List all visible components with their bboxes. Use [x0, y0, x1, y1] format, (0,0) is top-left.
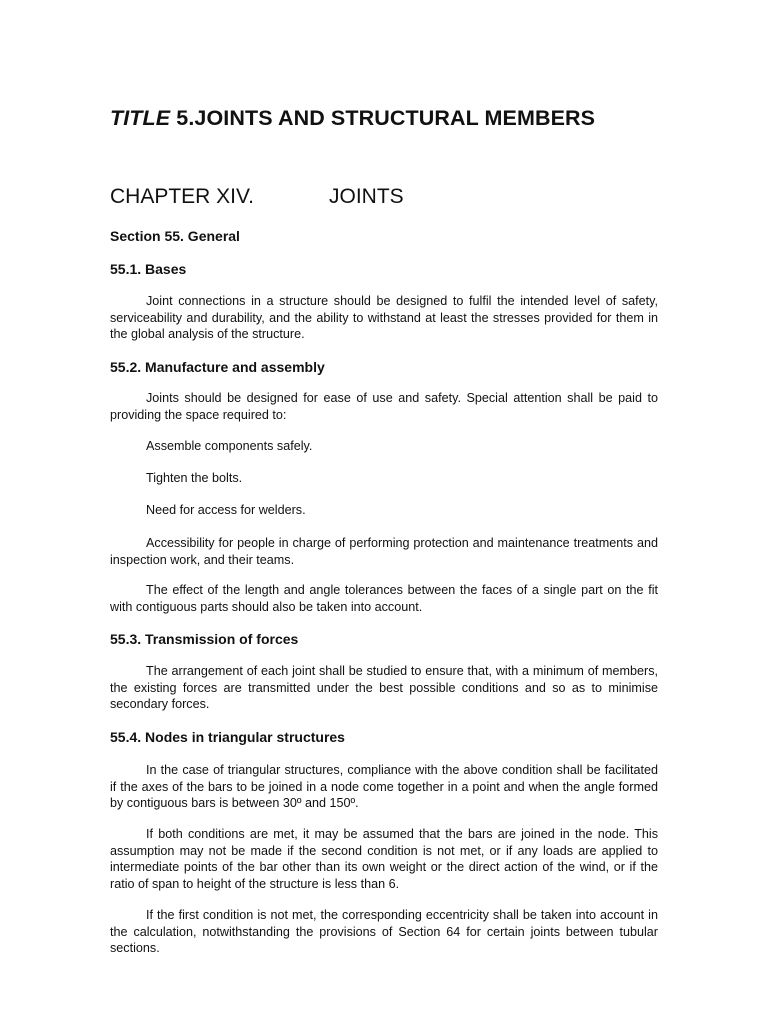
subsection-55-4-paragraph-2: If both conditions are met, it may be assumed that the bars are joined in the node. This assumption may not be made if the second condition is not met, or if any loads are applied to intermediate points of the bar other than its own weight or the direct action of the wind, or if the ratio of span to height of the structure is less than 6. — [110, 827, 658, 892]
chapter-heading — [110, 185, 404, 209]
subsection-55-4-paragraph-1: In the case of triangular structures, compliance with the above condition shall be facilitated if the axes of the bars to be joined in a node come together in a point and when the angle formed by contiguous bars is between 30º and 150º. — [110, 763, 658, 811]
subsection-55-4-paragraph-3: If the first condition is not met, the corresponding eccentricity shall be taken into account in the calculation, notwithstanding the provisions of Section 64 for certain joints between tubular sections. — [110, 908, 658, 956]
list-item: Tighten the bolts. — [146, 471, 243, 485]
subsection-55-2-paragraph-1: Joints should be designed for ease of use and safety. Special attention shall be paid to providing the space required to: — [110, 391, 658, 422]
title-prefix: TITLE — [110, 106, 171, 130]
document-title — [110, 106, 595, 131]
section-55-heading: Section 55. General — [110, 228, 240, 244]
chapter-number: CHAPTER XIV. — [110, 185, 254, 208]
subsection-55-3-paragraph-1: The arrangement of each joint shall be studied to ensure that, with a minimum of members, the existing forces are transmitted under the best possible conditions and so as to minimise secondary forces. — [110, 664, 658, 712]
subsection-55-1-heading: 55.1. Bases — [110, 261, 187, 277]
list-item: Need for access for welders. — [146, 503, 306, 517]
subsection-55-2-heading: 55.2. Manufacture and assembly — [110, 359, 325, 375]
subsection-55-3-heading: 55.3. Transmission of forces — [110, 631, 299, 647]
subsection-55-4-heading: 55.4. Nodes in triangular structures — [110, 729, 345, 745]
subsection-55-2-paragraph-3: The effect of the length and angle tolerances between the faces of a single part on the fit with contiguous parts should also be taken into account. — [110, 583, 658, 614]
subsection-55-2-paragraph-2: Accessibility for people in charge of performing protection and maintenance treatments and inspection work, and their teams. — [110, 536, 658, 567]
list-item: Assemble components safely. — [146, 439, 313, 453]
subsection-55-1-paragraph-1: Joint connections in a structure should be designed to fulfil the intended level of safety, serviceability and durability, and the ability to withstand at least the stresses provided for them in the global analysis of the structure. — [110, 294, 658, 342]
title-main: 5.JOINTS AND STRUCTURAL MEMBERS — [176, 106, 596, 130]
chapter-title: JOINTS — [329, 185, 404, 208]
